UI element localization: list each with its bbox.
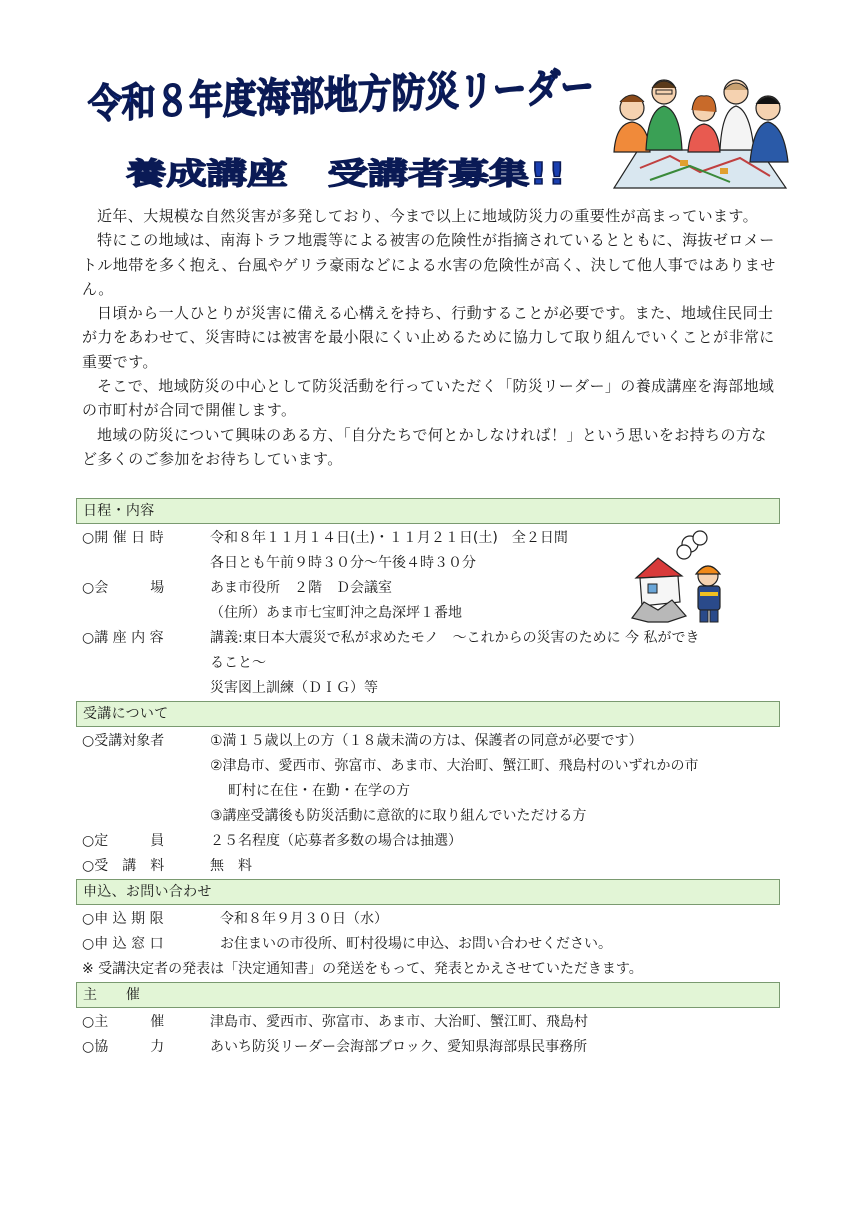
target-2: ②津島市、愛西市、弥富市、あま市、大治町、蟹江町、飛島村のいずれかの市 xyxy=(210,758,699,774)
section-heading-application: 申込、お問い合わせ xyxy=(76,879,780,905)
content-value: 講義:東日本大震災で私が求めたモノ ～これからの災害のために 今 私ができ xyxy=(210,630,700,646)
title-line1-text: 令和８年度海部地方防災リーダー xyxy=(88,60,688,128)
section-heading-schedule: 日程・内容 xyxy=(76,498,780,524)
title-line2-graphic xyxy=(124,148,574,198)
intro-paragraph: 特にこの地域は、南海トラフ地震等による被害の危険性が指摘されているとともに、海抜ゼロメートル地帯を多く抱え、台風やゲリラ豪雨などによる水害の危険性が高く、決して他人事ではありません。 xyxy=(82,231,776,298)
info-row-deadline xyxy=(76,907,780,932)
fee-label: ○受 講 料 xyxy=(82,858,165,874)
info-row-target xyxy=(76,729,780,754)
deadline-value: 令和８年９月３０日（水） xyxy=(220,911,388,927)
info-row-content xyxy=(76,626,780,651)
time-value: 各日とも午前９時３０分～午後４時３０分 xyxy=(210,555,476,571)
page-title xyxy=(84,60,688,142)
intro-paragraph: 日頃から一人ひとりが災害に備える心構えを持ち、行動することが必要です。また、地域住民同士が力をあわせて、災害時には被害を最小限にくい止めるために協力して取り組んでいくことが非常に重要です。 xyxy=(82,304,775,371)
info-row-venue xyxy=(76,576,780,601)
host-value: 津島市、愛西市、弥富市、あま市、大治町、蟹江町、飛島村 xyxy=(210,1014,588,1030)
target-1: ①満１５歳以上の方（１８歳未満の方は、保護者の同意が必要です） xyxy=(210,733,643,749)
venue-value: あま市役所 ２階 Ｄ会議室 xyxy=(210,580,392,596)
section-heading-organizers: 主 催 xyxy=(76,982,780,1008)
info-row-capacity xyxy=(76,829,780,854)
window-value: お住まいの市役所、町村役場に申込、お問い合わせください。 xyxy=(220,936,612,952)
address-value: （住所）あま市七宝町沖之島深坪１番地 xyxy=(210,605,462,621)
intro-paragraph: 近年、大規模な自然災害が多発しており、今まで以上に地域防災力の重要性が高まっています。 xyxy=(97,207,759,225)
info-section xyxy=(76,498,780,1060)
content-value-2: 災害図上訓練（ＤＩＧ）等 xyxy=(210,680,378,696)
host-label: ○主 催 xyxy=(82,1014,165,1030)
fee-value: 無 料 xyxy=(210,858,252,874)
title-line1-graphic xyxy=(84,60,688,142)
content-label: ○講 座 内 容 xyxy=(82,630,164,646)
date-value: 令和８年１１月１４日(土)・１１月２１日(土) 全２日間 xyxy=(210,530,568,546)
people-planning-illustration xyxy=(610,72,790,190)
target-3: ③講座受講後も防災活動に意欲的に取り組んでいただける方 xyxy=(210,808,587,824)
intro-paragraph: そこで、地域防災の中心として防災活動を行っていただく「防災リーダー」の養成講座を海部地域の市町村が合同で開催します。 xyxy=(82,377,775,420)
venue-label: ○会 場 xyxy=(82,580,165,596)
window-label: ○申 込 窓 口 xyxy=(82,936,164,952)
target-label: ○受講対象者 xyxy=(82,733,165,749)
coop-label: ○協 力 xyxy=(82,1039,165,1055)
target-2-cont: 町村に在住・在勤・在学の方 xyxy=(228,783,410,799)
info-row-window xyxy=(76,932,780,957)
content-value-cont: ること～ xyxy=(210,655,266,671)
date-label: ○開 催 日 時 xyxy=(82,530,164,546)
capacity-label: ○定 員 xyxy=(82,833,165,849)
info-row-fee xyxy=(76,854,780,879)
deadline-label: ○申 込 期 限 xyxy=(82,911,164,927)
page-subtitle xyxy=(124,148,574,198)
application-note: ※ 受講決定者の発表は「決定通知書」の発送をもって、発表とかえさせていただきます。 xyxy=(82,961,643,977)
intro-paragraph: 地域の防災について興味のある方、「自分たちで何とかしなければ！」という思いをお持ちの方など多くのご参加をお待ちしています。 xyxy=(82,425,767,468)
coop-value: あいち防災リーダー会海部ブロック、愛知県海部県民事務所 xyxy=(210,1039,588,1055)
title-line2-text: 養成講座 受講者募集!! xyxy=(126,157,566,192)
info-row-host xyxy=(76,1010,780,1035)
info-row-date xyxy=(76,526,780,551)
intro-text xyxy=(82,204,782,471)
section-heading-eligibility: 受講について xyxy=(76,701,780,727)
info-row-cooperation xyxy=(76,1035,780,1060)
capacity-value: ２５名程度（応募者多数の場合は抽選） xyxy=(210,833,462,849)
